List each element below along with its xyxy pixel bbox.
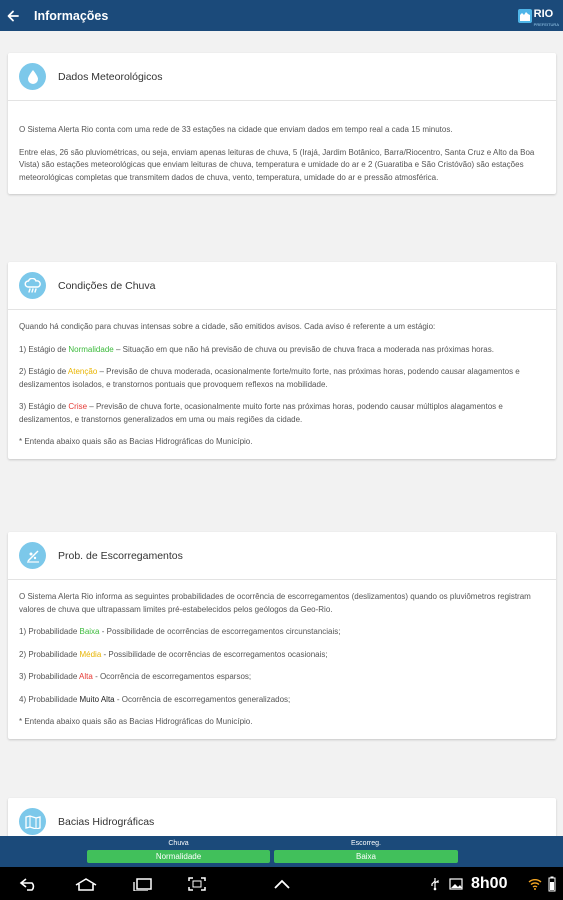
prob-term: Baixa: [79, 627, 100, 636]
note: * Entenda abaixo quais são as Bacias Hidrográficas do Município.: [19, 717, 253, 726]
wifi-icon: [528, 878, 542, 890]
prob-term: Média: [79, 649, 102, 659]
stage-crise: [19, 401, 545, 426]
home-icon: [74, 877, 98, 891]
stage-term: Crise: [68, 402, 88, 411]
home-nav-button[interactable]: [70, 867, 102, 900]
note: * Entenda abaixo quais são as Bacias Hidrográficas do Município.: [19, 437, 253, 446]
prob-text: - Possibilidade de ocorrências de escorregamentos circunstanciais;: [99, 627, 341, 636]
card-body: [8, 310, 556, 459]
water-drop-icon: [19, 63, 46, 90]
prob-prefix: 3) Probabilidade: [19, 672, 80, 681]
stage-prefix: 3) Estágio de: [19, 402, 69, 411]
menu-nav-button[interactable]: [268, 867, 296, 900]
system-clock: 8h00: [471, 875, 508, 892]
map-icon: [19, 808, 46, 835]
card-bacias-hidrograficas: [8, 798, 556, 836]
stage-prefix: 1) Estágio de: [19, 344, 69, 354]
prob-alta: [19, 671, 545, 684]
stage-term: Atenção: [67, 367, 98, 376]
screenshot-icon: [187, 876, 207, 892]
prob-muito-alta: [19, 694, 545, 707]
stage-prefix: 2) Estágio de: [19, 367, 68, 376]
status-chuva[interactable]: [87, 839, 270, 863]
prob-term: Muito Alta: [79, 694, 115, 704]
logo-subtext: PREFEITURA: [533, 22, 559, 27]
stage-atencao: [19, 366, 545, 391]
content-scroll[interactable]: [0, 31, 563, 836]
city-logo-icon: [517, 7, 533, 25]
card-title: Condições de Chuva: [58, 279, 156, 292]
paragraph: O Sistema Alerta Rio informa as seguintes probabilidades de ocorrência de escorregamentos (deslizamentos) quando os pluviômetros registram valores de chuva que ultrapassam limites pré-estabelecidos pelos geólogos da Geo-Rio.: [19, 592, 531, 614]
prob-prefix: 1) Probabilidade: [19, 627, 80, 636]
status-label: Escorreg.: [351, 840, 381, 847]
usb-icon: [430, 877, 440, 891]
card-body: [8, 101, 556, 194]
card-header: [8, 53, 556, 101]
prob-prefix: 2) Probabilidade: [19, 649, 80, 659]
stage-text: – Previsão de chuva moderada, ocasionalmente forte/muito forte, nas próximas horas, podendo causar alagamentos e deslizamentos isolados, e transtornos pontuais que provoquem reflexos na mobilidade.: [19, 367, 520, 389]
status-badge: Baixa: [274, 850, 458, 863]
status-bar: [0, 836, 563, 867]
back-nav-button[interactable]: [14, 867, 44, 900]
page-title: Informações: [34, 8, 109, 23]
rain-cloud-icon: [19, 272, 46, 299]
recents-nav-button[interactable]: [128, 867, 158, 900]
wifi-status: [527, 867, 543, 900]
card-dados-meteorologicos: [8, 53, 556, 194]
usb-status: [428, 867, 442, 900]
back-icon: [18, 877, 40, 891]
paragraph: Entre elas, 26 são pluviométricas, ou seja, enviam apenas leituras de chuva, 5 (Irajá, Jardim Botânico, Barra/Riocentro, Santa Cruz e Alto da Boa Vista) são estações meteorológicas que enviam leituras de chuva, temperatura e umidade do ar e 2 (Guaratiba e São Cristóvão) são estações meteorológicas completas que transmitem dados de chuva, vento, temperatura, umidade do ar e pressão atmosférica.: [19, 147, 535, 182]
logo-text: RIO: [533, 8, 554, 20]
card-prob-escorregamentos: [8, 532, 556, 739]
screenshot-nav-button[interactable]: [184, 867, 210, 900]
card-title: Bacias Hidrográficas: [58, 815, 155, 828]
gallery-status: [448, 867, 464, 900]
paragraph: Quando há condição para chuvas intensas sobre a cidade, são emitidos avisos. Cada aviso é referente a um estágio:: [19, 322, 436, 331]
prob-text: - Possibilidade de ocorrências de escorregamentos ocasionais;: [101, 649, 328, 659]
card-header: [8, 798, 556, 836]
stage-text: – Previsão de chuva forte, ocasionalmente muito forte nas próximas horas, podendo causar múltiplos alagamentos e deslizamentos, e transtornos generalizados em uma ou mais regiões da cidade.: [19, 402, 503, 424]
back-button[interactable]: [0, 0, 26, 31]
battery-status: [545, 867, 559, 900]
stage-text: – Situação em que não há previsão de chuva ou previsão de chuva fraca a moderada nas próximas horas.: [113, 344, 494, 354]
status-label: Chuva: [168, 840, 189, 847]
stage-normalidade: [19, 344, 545, 357]
stage-term: Normalidade: [68, 344, 114, 354]
app-bar: [0, 0, 563, 31]
card-title: Prob. de Escorregamentos: [58, 549, 183, 562]
status-escorregamento[interactable]: [274, 839, 458, 863]
card-body: [8, 580, 556, 739]
landslide-icon: [19, 542, 46, 569]
prob-term: Alta: [79, 672, 93, 681]
system-nav-bar: [0, 867, 563, 900]
prob-text: - Ocorrência de escorregamentos esparsos;: [92, 672, 252, 681]
card-header: [8, 262, 556, 310]
arrow-left-icon: [6, 9, 20, 23]
paragraph: O Sistema Alerta Rio conta com uma rede de 33 estações na cidade que enviam dados em tempo real a cada 15 minutos.: [19, 125, 453, 134]
card-condicoes-de-chuva: [8, 262, 556, 459]
battery-icon: [548, 876, 556, 892]
status-badge: Normalidade: [87, 850, 270, 863]
card-title: Dados Meteorológicos: [58, 70, 163, 83]
prob-media: [19, 649, 545, 662]
card-header: [8, 532, 556, 580]
rio-logo: [517, 5, 559, 26]
prob-text: - Ocorrência de escorregamentos generalizados;: [114, 694, 291, 704]
image-icon: [449, 878, 463, 890]
prob-baixa: [19, 626, 545, 639]
recents-icon: [132, 877, 154, 891]
chevron-up-icon: [273, 878, 291, 890]
prob-prefix: 4) Probabilidade: [19, 694, 80, 704]
